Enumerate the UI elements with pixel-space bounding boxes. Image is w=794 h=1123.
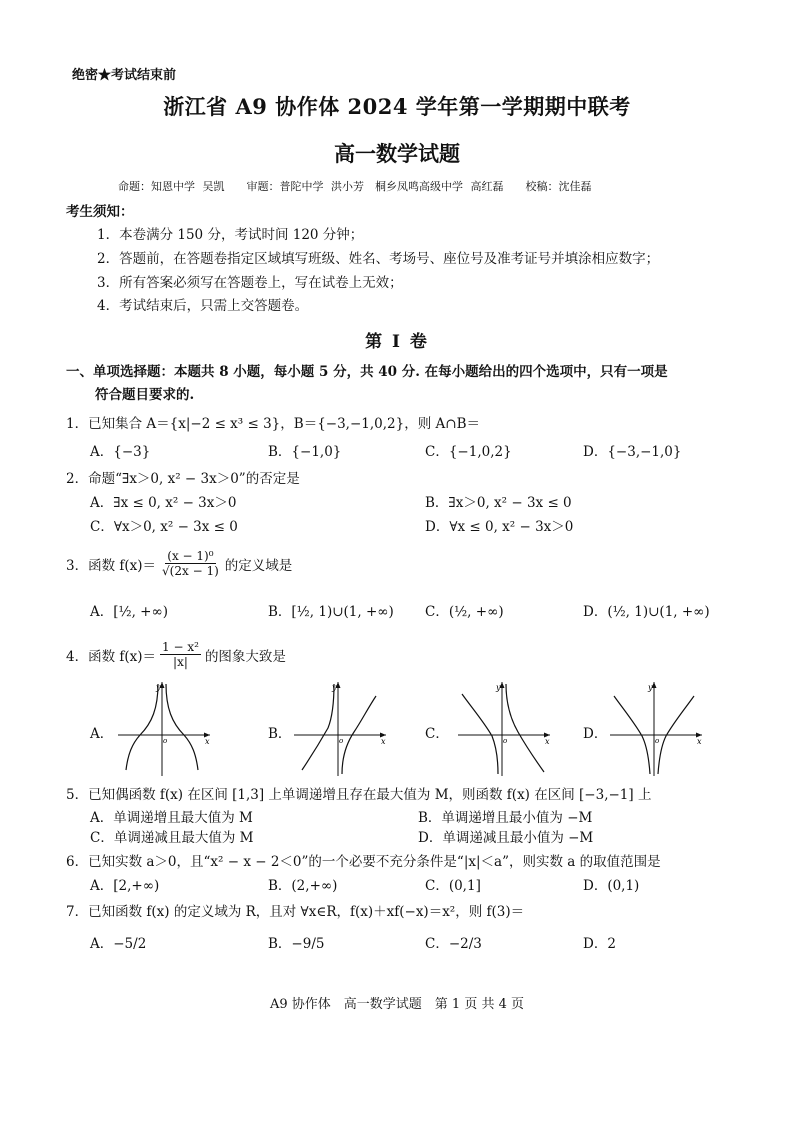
question-2-option-b: B．∃x＞0, x² − 3x ≤ 0 [425, 495, 572, 511]
axis-label-y: y [156, 683, 161, 692]
question-1-option-d: D．{−3,−1,0} [583, 444, 682, 460]
exam-title: 浙江省 A9 协作体 2024 学年第一学期期中联考 [163, 94, 631, 119]
axis-label-x: x [381, 737, 386, 746]
graph-a [114, 678, 214, 778]
graph-c [454, 678, 554, 778]
origin-label: o [339, 737, 344, 745]
question-4-stem-suffix: 的图象大致是 [204, 648, 286, 665]
section-line-2: 符合题目要求的. [95, 387, 195, 403]
question-7-option-a: A．−5/2 [90, 936, 147, 952]
question-6-option-a: A．[2,+∞) [90, 878, 160, 894]
section-instructions [66, 361, 668, 407]
question-7-option-c: C．−2/3 [425, 936, 482, 952]
question-6-option-b: B．(2,+∞) [268, 878, 338, 894]
question-3-option-d: D．(½, 1)∪(1, +∞) [583, 604, 710, 620]
question-4-option-a: A． [90, 726, 114, 742]
part-title: 第 I 卷 [365, 332, 429, 352]
fraction-denominator: √(2x − 1) [162, 564, 219, 578]
question-3-stem-prefix: 3．函数 f(x)＝ [66, 557, 157, 574]
graph-b [290, 678, 390, 778]
question-4-stem-prefix: 4．函数 f(x)＝ [66, 648, 157, 665]
notice-item: 2．答题前，在答题卷指定区域填写班级、姓名、考场号、座位号及准考证号并填涂相应数字； [97, 251, 660, 267]
notice-item: 1．本卷满分 150 分，考试时间 120 分钟； [97, 227, 364, 243]
question-6-option-c: C．(0,1] [425, 878, 481, 894]
section-line-1: 一、单项选择题：本题共 8 小题，每小题 5 分，共 40 分. 在每小题给出的四个选项中，只有一项是 [66, 364, 668, 380]
question-6-option-d: D．(0,1) [583, 878, 640, 894]
question-4-option-c: C． [425, 726, 449, 742]
question-6-stem: 6．已知实数 a＞0，且“x² − x − 2＜0”的一个必要不充分条件是“|x|＜a”，则实数 a 的取值范围是 [66, 854, 661, 870]
question-4-option-d: D． [583, 726, 608, 742]
question-1-option-a: A．{−3} [90, 444, 151, 460]
question-7-option-d: D．2 [583, 936, 616, 952]
origin-label: o [163, 737, 168, 745]
page-footer: A9 协作体 高一数学试题 第 1 页 共 4 页 [270, 997, 524, 1012]
axis-label-y: y [496, 683, 501, 692]
question-7-stem: 7．已知函数 f(x) 的定义域为 R，且对 ∀x∈R，f(x)＋xf(−x)＝x²，则 f(3)＝ [66, 904, 525, 920]
notice-heading: 考生须知： [66, 204, 134, 220]
question-3-option-b: B．[½, 1)∪(1, +∞) [268, 604, 394, 620]
notice-item: 4．考试结束后，只需上交答题卷。 [97, 298, 309, 314]
credits-line: 命题：知恩中学 吴凯 审题：普陀中学 洪小芳 桐乡凤鸣高级中学 高红磊 校稿：沈佳磊 [118, 180, 592, 193]
subject-title: 高一数学试题 [334, 141, 460, 166]
question-1-option-c: C．{−1,0,2} [425, 444, 512, 460]
question-3-option-a: A．[½, +∞) [90, 604, 169, 620]
fraction-denominator: |x| [173, 655, 188, 669]
notice-item: 3．所有答案必须写在答题卷上，写在试卷上无效； [97, 275, 403, 291]
question-1-stem: 1．已知集合 A＝{x|−2 ≤ x³ ≤ 3}，B＝{−3,−1,0,2}，则 A∩B＝ [66, 416, 480, 432]
question-5-option-b: B．单调递增且最小值为 −M [418, 810, 593, 826]
axis-label-x: x [205, 737, 210, 746]
confidential-label: 绝密★考试结束前 [72, 68, 177, 83]
question-2-option-a: A．∃x ≤ 0, x² − 3x＞0 [90, 495, 237, 511]
question-3-stem [66, 549, 292, 578]
fraction [160, 549, 221, 578]
axis-label-x: x [697, 737, 702, 746]
question-5-option-d: D．单调递减且最小值为 −M [418, 830, 594, 846]
question-2-stem: 2．命题“∃x＞0, x² − 3x＞0”的否定是 [66, 471, 300, 487]
question-1-option-b: B．{−1,0} [268, 444, 342, 460]
fraction-numerator: 1 − x² [162, 640, 199, 654]
question-3-stem-suffix: 的定义域是 [224, 557, 293, 574]
axis-label-y: y [648, 683, 653, 692]
question-7-option-b: B．−9/5 [268, 936, 325, 952]
question-2-option-c: C．∀x＞0, x² − 3x ≤ 0 [90, 519, 238, 535]
graph-d [606, 678, 706, 778]
origin-label: o [655, 737, 660, 745]
question-2-option-d: D．∀x ≤ 0, x² − 3x＞0 [425, 519, 574, 535]
question-3-option-c: C．(½, +∞) [425, 604, 504, 620]
fraction-numerator: (x − 1)⁰ [167, 549, 214, 563]
axis-label-x: x [545, 737, 550, 746]
question-4-option-b: B． [268, 726, 292, 742]
question-4-stem [66, 640, 286, 669]
origin-label: o [503, 737, 508, 745]
question-5-option-c: C．单调递减且最大值为 M [90, 830, 254, 846]
fraction [160, 640, 201, 669]
question-5-option-a: A．单调递增且最大值为 M [90, 810, 253, 826]
axis-label-y: y [332, 683, 337, 692]
question-5-stem: 5．已知偶函数 f(x) 在区间 [1,3] 上单调递增且存在最大值为 M，则函数 f(x) 在区间 [−3,−1] 上 [66, 787, 652, 803]
